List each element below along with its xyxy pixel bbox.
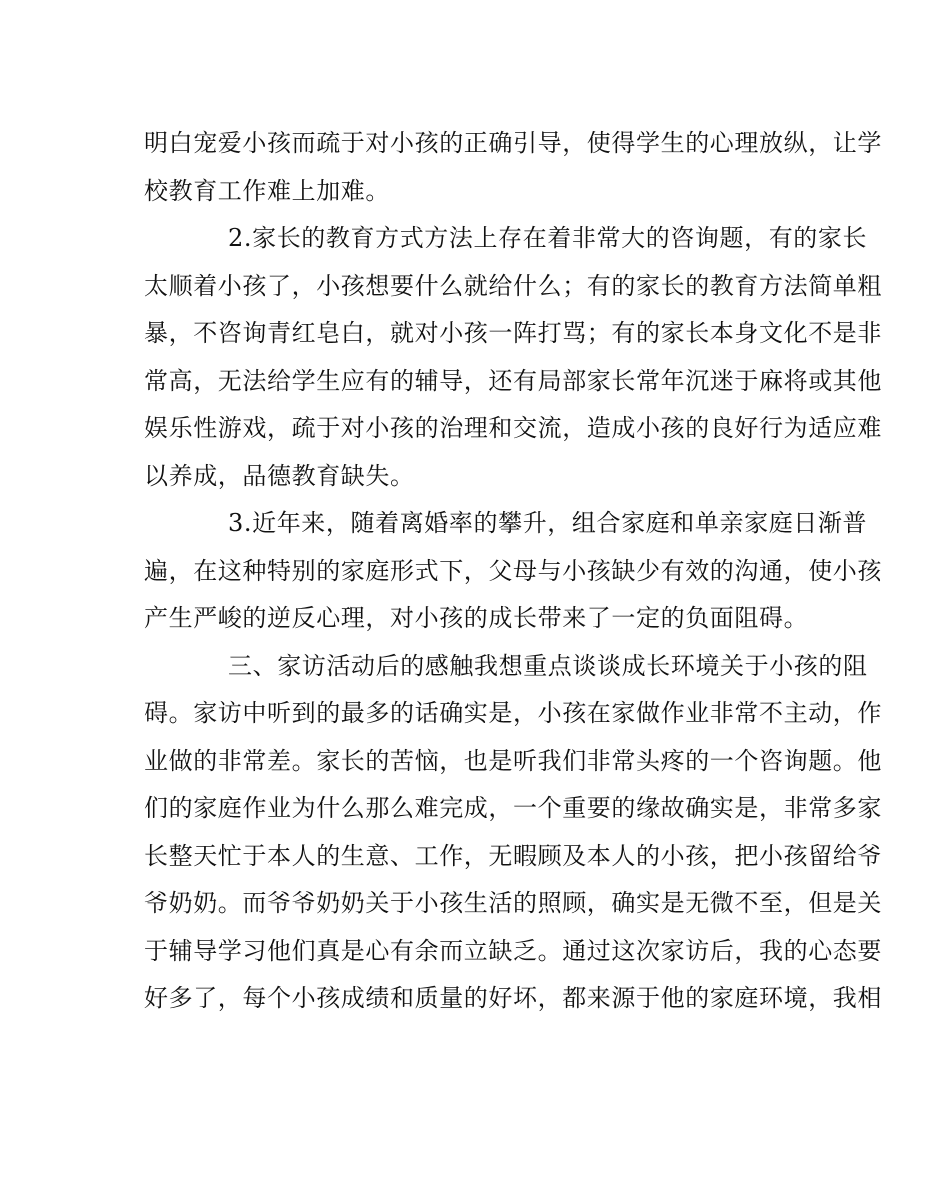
text-line-19: 好多了，每个小孩成绩和质量的好坏，都来源于他的家庭环境，我相 (144, 984, 882, 1012)
text-line-6: 常高，无法给学生应有的辅导，还有局部家长常年沉迷于麻将或其他 (144, 366, 882, 395)
text-line-14: 业做的非常差。家长的苦恼，也是听我们非常头疼的一个咨询题。他 (144, 746, 882, 775)
text-line-3: 2.家长的教育方式方法上存在着非常大的咨询题，有的家长 (228, 224, 868, 252)
text-line-16: 长整天忙于本人的生意、工作，无暇顾及本人的小孩，把小孩留给爷 (144, 841, 882, 870)
text-line-15: 们的家庭作业为什么那么难完成，一个重要的缘故确实是，非常多家 (144, 794, 882, 822)
text-line-5: 暴，不咨询青红皂白，就对小孩一阵打骂；有的家长本身文化不是非 (144, 319, 882, 347)
text-line-1: 明白宠爱小孩而疏于对小孩的正确引导，使得学生的心理放纵，让学 (144, 129, 882, 157)
text-line-12: 三、家访活动后的感触我想重点谈谈成长环境关于小孩的阻 (228, 651, 868, 680)
text-line-18: 于辅导学习他们真是心有余而立缺乏。通过这次家访后，我的心态要 (144, 936, 882, 965)
text-line-2: 校教育工作难上加难。 (144, 176, 390, 205)
text-line-17: 爷奶奶。而爷爷奶奶关于小孩生活的照顾，确实是无微不至，但是关 (144, 889, 882, 917)
text-line-10: 遍，在这种特别的家庭形式下，父母与小孩缺少有效的沟通，使小孩 (144, 556, 882, 585)
text-line-4: 太顺着小孩了，小孩想要什么就给什么；有的家长的教育方法简单粗 (144, 271, 882, 300)
text-line-8: 以养成，品德教育缺失。 (144, 461, 415, 490)
body-text (144, 120, 882, 1023)
text-line-9: 3.近年来，随着离婚率的攀升，组合家庭和单亲家庭日渐普 (228, 509, 868, 537)
text-line-11: 产生严峻的逆反心理，对小孩的成长带来了一定的负面阻碍。 (144, 604, 809, 632)
text-line-13: 碍。家访中听到的最多的话确实是，小孩在家做作业非常不主动，作 (144, 699, 882, 727)
text-line-7: 娱乐性游戏，疏于对小孩的治理和交流，造成小孩的良好行为适应难 (144, 414, 882, 442)
